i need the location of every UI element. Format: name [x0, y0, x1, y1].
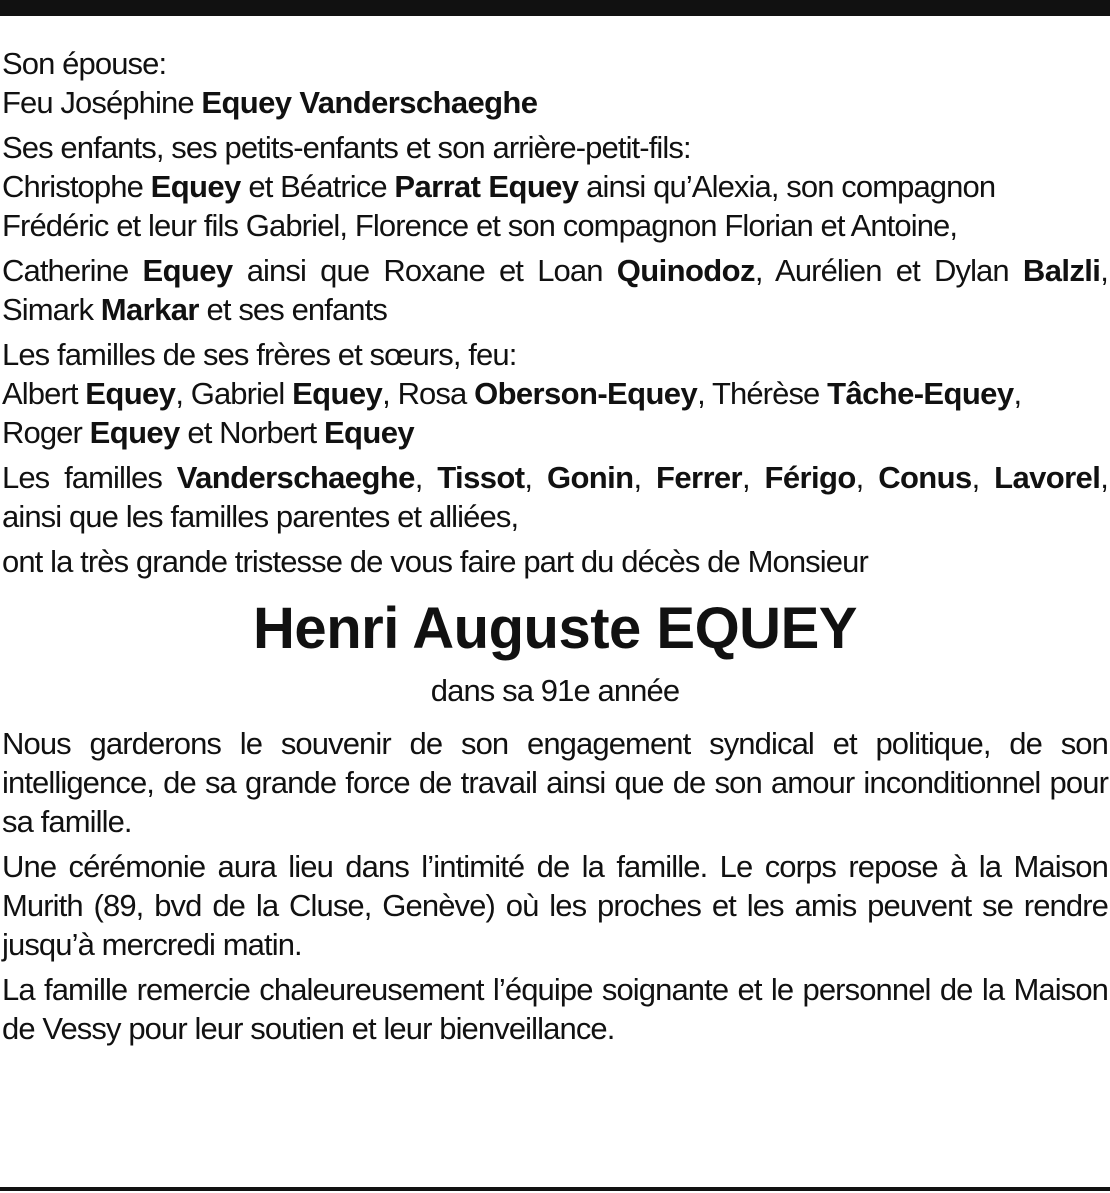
surname-text: Gonin	[546, 460, 634, 495]
run-text: , Rosa	[382, 376, 475, 411]
run-text: ,	[971, 460, 995, 495]
surname-text: Tâche-Equey	[827, 376, 1014, 411]
run-text: ainsi que Roxane et Loan	[232, 253, 617, 288]
surname-text: Oberson-Equey	[474, 376, 698, 411]
spouse-heading: Son épouse:	[2, 46, 167, 81]
spouse-surname: Equey Vanderschaeghe	[201, 85, 538, 120]
surname-text: Parrat Equey	[394, 169, 579, 204]
run-text: , Simark	[2, 253, 1109, 327]
surname-text: Equey	[89, 415, 180, 450]
run-text: Roger	[2, 415, 90, 450]
spouse-block	[2, 44, 1108, 122]
surname-text: Equey	[150, 169, 241, 204]
surname-text: Equey	[323, 415, 414, 450]
surname-text: Markar	[100, 292, 199, 327]
announcement-text: ont la très grande tristesse de vous faire part du décès de Monsieur	[2, 544, 868, 579]
surname-text: Equey	[292, 376, 383, 411]
deceased-name: Henri Auguste EQUEY	[253, 596, 857, 661]
grandchildren-block	[2, 251, 1108, 329]
run-text: , ainsi que les familles parentes et alliées,	[2, 460, 1108, 534]
surname-text: Ferrer	[656, 460, 743, 495]
run-text: , Thérèse	[697, 376, 828, 411]
surname-text: Conus	[878, 460, 972, 495]
run-text: ,	[414, 460, 438, 495]
obituary-notice	[2, 44, 1108, 1054]
run-text: ,	[855, 460, 879, 495]
families-block	[2, 458, 1108, 536]
run-text: Christophe	[2, 169, 151, 204]
run-text: ,	[742, 460, 765, 495]
run-text: , Aurélien et Dylan	[754, 253, 1023, 288]
bottom-rule	[0, 1187, 1110, 1191]
ceremony-paragraph: Une cérémonie aura lieu dans l’intimité de la famille. Le corps repose à la Maison Murith (89, bvd de la Cluse, Genève) où les proches et les amis peuvent se rendre jusqu’à mercredi matin.	[2, 849, 1108, 962]
run-text: ,	[633, 460, 656, 495]
surname-text: Tissot	[437, 460, 525, 495]
children-line-2: Frédéric et leur fils Gabriel, Florence et son compagnon Florian et Antoine,	[2, 208, 958, 243]
run-text: ainsi qu’Alexia, son compagnon	[578, 169, 996, 204]
siblings-heading: Les familles de ses frères et sœurs, feu:	[2, 337, 517, 372]
surname-text: Vanderschaeghe	[176, 460, 415, 495]
memory-paragraph: Nous garderons le souvenir de son engagement syndical et politique, de son intelligence, de sa grande force de travail ainsi que de son amour inconditionnel pour sa famille.	[2, 726, 1108, 839]
children-heading: Ses enfants, ses petits-enfants et son arrière-petit-fils:	[2, 130, 691, 165]
surname-text: Equey	[142, 253, 233, 288]
run-text: et Béatrice	[240, 169, 395, 204]
surname-text: Balzli	[1022, 253, 1101, 288]
run-text: et ses enfants	[198, 292, 387, 327]
surname-text: Lavorel	[994, 460, 1101, 495]
run-text: , Gabriel	[175, 376, 293, 411]
surname-text: Equey	[85, 376, 176, 411]
run-text: Catherine	[2, 253, 143, 288]
surname-text: Quinodoz	[616, 253, 755, 288]
children-block	[2, 128, 1108, 245]
run-text: Les familles	[2, 460, 177, 495]
run-text: Albert	[2, 376, 86, 411]
children-line-1	[2, 169, 995, 204]
run-text: ,	[524, 460, 547, 495]
thanks-paragraph: La famille remercie chaleureusement l’équipe soignante et le personnel de la Maison de Vessy pour leur soutien et leur bienveillance.	[2, 972, 1108, 1046]
spouse-prefix: Feu Joséphine	[2, 85, 202, 120]
run-text: et Norbert	[179, 415, 324, 450]
siblings-names	[2, 376, 1021, 450]
top-rule	[0, 0, 1110, 16]
run-text: ,	[1013, 376, 1022, 411]
deceased-age: dans sa 91e année	[430, 673, 680, 708]
surname-text: Férigo	[764, 460, 856, 495]
siblings-block	[2, 335, 1108, 452]
